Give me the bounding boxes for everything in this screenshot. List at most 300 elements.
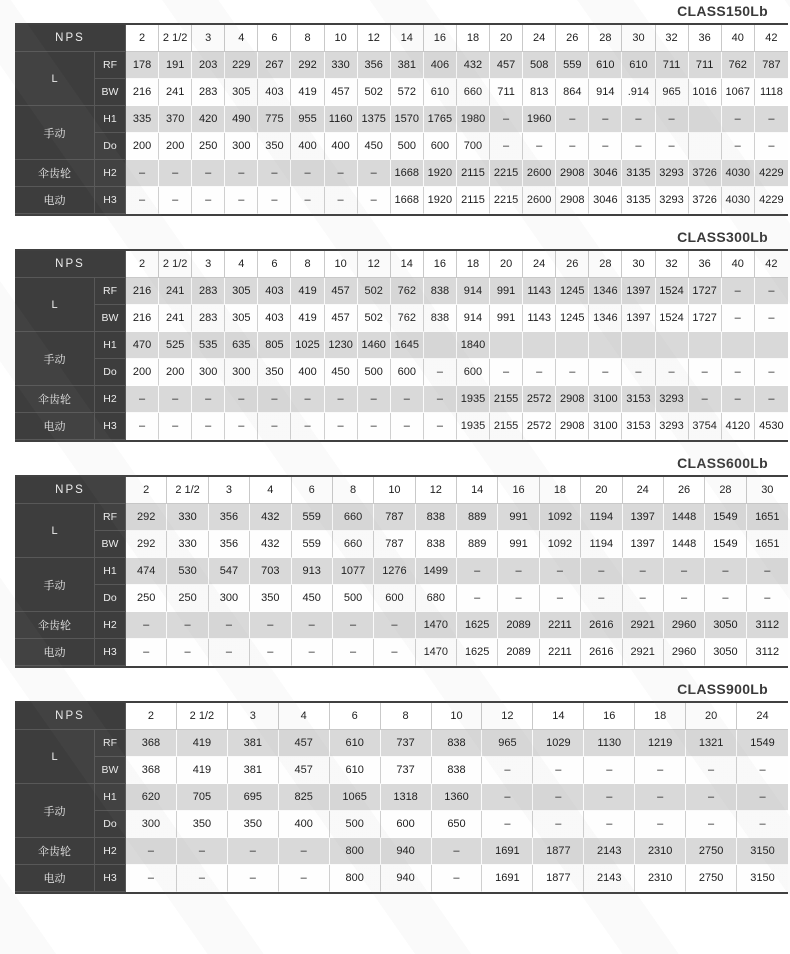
data-cell: – [686,784,737,811]
data-cell: 450 [325,359,358,386]
data-cell: 419 [177,757,228,784]
data-cell: – [292,612,333,639]
data-cell: 2143 [584,865,635,892]
data-cell: 470 [126,332,159,359]
column-header: 3 [192,251,225,278]
data-cell: 775 [258,106,291,133]
row-sub-label: H1 [95,558,126,585]
data-cell: 660 [457,79,490,106]
data-cell: 825 [279,784,330,811]
data-cell: – [291,413,324,440]
data-cell [689,332,722,359]
data-cell: 305 [225,79,258,106]
column-header: 2 [126,251,159,278]
data-cell: 216 [126,305,159,332]
column-header: 2 [126,703,177,730]
data-cell: – [523,359,556,386]
data-cell: 2211 [540,639,581,666]
data-cell: 1625 [457,612,498,639]
data-cell: 838 [432,730,483,757]
data-cell: 660 [333,504,374,531]
data-cell: 500 [333,585,374,612]
data-cell: 241 [159,305,192,332]
data-cell: – [258,386,291,413]
data-cell: – [177,865,228,892]
data-cell: – [159,187,192,214]
column-header: 2 1/2 [177,703,228,730]
data-cell: 3135 [622,187,655,214]
data-cell: 283 [192,278,225,305]
data-cell [755,332,788,359]
data-cell: 3112 [747,612,788,639]
data-cell: – [755,133,788,160]
data-cell: 508 [523,52,556,79]
data-cell: – [755,386,788,413]
data-cell: 762 [391,305,424,332]
data-cell: 610 [622,52,655,79]
column-header: 4 [250,477,291,504]
column-header: 6 [258,251,291,278]
data-cell: 406 [424,52,457,79]
data-cell: 356 [358,52,391,79]
data-cell: 3153 [622,413,655,440]
data-cell: 1077 [333,558,374,585]
data-cell: 400 [291,359,324,386]
data-cell: 241 [159,278,192,305]
data-cell [689,106,722,133]
data-cell: – [589,359,622,386]
row-sub-label: Do [95,133,126,160]
column-header: 4 [279,703,330,730]
data-cell: 2215 [490,187,523,214]
data-cell: 1360 [432,784,483,811]
data-cell: – [664,558,705,585]
data-cell: 216 [126,278,159,305]
row-group-label: 手动 [15,558,95,612]
data-cell: – [126,386,159,413]
data-cell: – [358,160,391,187]
data-cell: 1448 [664,504,705,531]
data-cell: 350 [228,811,279,838]
data-cell: 1877 [533,865,584,892]
data-cell: – [533,757,584,784]
data-cell: 457 [325,278,358,305]
data-cell: 1691 [482,838,533,865]
data-cell: 419 [291,79,324,106]
data-cell: 3726 [689,187,722,214]
data-cell: 600 [381,811,432,838]
data-cell [556,332,589,359]
column-header: 20 [490,25,523,52]
column-header: 40 [722,25,755,52]
data-cell: 1668 [391,187,424,214]
data-cell: – [656,359,689,386]
data-cell: 400 [279,811,330,838]
data-cell: 610 [424,79,457,106]
column-header: 3 [192,25,225,52]
row-sub-label: RF [95,504,126,531]
data-cell: – [584,757,635,784]
data-cell: 838 [416,531,457,558]
column-header: 8 [291,25,324,52]
column-header: 16 [498,477,539,504]
column-header: 30 [747,477,788,504]
row-group-label: 伞齿轮 [15,160,95,187]
data-cell: 660 [333,531,374,558]
column-header: 2 1/2 [159,251,192,278]
data-cell: 1524 [656,305,689,332]
data-cell: 2750 [686,865,737,892]
data-cell: 1245 [556,278,589,305]
data-cell: 711 [689,52,722,79]
data-cell [424,332,457,359]
data-cell: – [589,106,622,133]
column-header: 40 [722,251,755,278]
data-cell: 241 [159,79,192,106]
data-cell: 1194 [581,531,622,558]
data-cell: 457 [279,757,330,784]
column-header: 2 [126,25,159,52]
data-cell: 457 [279,730,330,757]
data-cell: 2155 [490,386,523,413]
data-cell: 356 [209,531,250,558]
class-table-section [15,681,788,894]
data-cell: 381 [228,757,279,784]
data-cell: 3150 [737,865,788,892]
data-cell: 600 [457,359,490,386]
data-cell: 705 [177,784,228,811]
column-header: 2 [126,477,167,504]
data-cell: 610 [330,730,381,757]
data-cell: 3050 [705,639,746,666]
data-cell: – [333,639,374,666]
data-cell: – [177,838,228,865]
data-cell: 1645 [391,332,424,359]
data-cell: 400 [325,133,358,160]
data-cell: 3293 [656,187,689,214]
data-cell: – [589,133,622,160]
data-cell: – [635,811,686,838]
data-cell: – [291,160,324,187]
data-cell: 2616 [581,639,622,666]
column-header: 3 [228,703,279,730]
data-cell: 805 [258,332,291,359]
data-cell: 700 [457,133,490,160]
data-cell: 600 [424,133,457,160]
data-cell: 864 [556,79,589,106]
data-cell: – [490,359,523,386]
data-cell: – [705,585,746,612]
data-cell: – [192,187,225,214]
data-cell: 2211 [540,612,581,639]
data-cell: – [482,811,533,838]
column-header: 32 [656,251,689,278]
data-cell: 200 [159,133,192,160]
data-cell: 1691 [482,865,533,892]
data-cell: 1877 [533,838,584,865]
data-cell: 991 [490,278,523,305]
data-cell: 620 [126,784,177,811]
data-cell: 3726 [689,160,722,187]
column-header: 24 [737,703,788,730]
row-group-label: 电动 [15,187,95,214]
nps-header: NPS [15,25,126,52]
data-cell: – [584,784,635,811]
data-cell: 2572 [523,386,556,413]
row-group-label: 手动 [15,106,95,160]
data-cell: – [225,386,258,413]
data-cell: 1524 [656,278,689,305]
data-cell: 711 [656,52,689,79]
data-cell: 955 [291,106,324,133]
data-cell: 1194 [581,504,622,531]
data-cell: 1346 [589,305,622,332]
data-cell: – [250,639,291,666]
data-cell: 502 [358,79,391,106]
data-cell: 335 [126,106,159,133]
data-cell: – [523,133,556,160]
data-cell: – [325,187,358,214]
data-cell: 635 [225,332,258,359]
data-cell: 370 [159,106,192,133]
data-cell: – [623,585,664,612]
data-cell: – [722,386,755,413]
data-cell: 600 [391,359,424,386]
row-sub-label: H1 [95,784,126,811]
data-cell: – [432,838,483,865]
data-cell: – [325,160,358,187]
data-cell: 381 [228,730,279,757]
data-cell: – [556,359,589,386]
row-sub-label: BW [95,531,126,558]
data-cell: 3293 [656,386,689,413]
row-sub-label: H3 [95,639,126,666]
data-cell: – [490,133,523,160]
data-cell: – [556,106,589,133]
column-header: 12 [358,251,391,278]
data-cell: – [498,585,539,612]
dimension-table [15,475,788,668]
data-cell: 350 [177,811,228,838]
column-header: 8 [381,703,432,730]
data-cell: – [747,585,788,612]
data-cell: 1470 [416,612,457,639]
data-cell: 403 [258,305,291,332]
data-cell: 3112 [747,639,788,666]
dimension-table [15,249,788,442]
data-cell: 1460 [358,332,391,359]
nps-header: NPS [15,251,126,278]
data-cell: 1668 [391,160,424,187]
data-cell: 381 [391,52,424,79]
data-cell: 1092 [540,504,581,531]
data-cell: – [689,386,722,413]
data-cell: 432 [457,52,490,79]
data-cell: – [457,585,498,612]
data-cell: 3293 [656,413,689,440]
data-cell: 502 [358,305,391,332]
data-cell: – [584,811,635,838]
column-header: 28 [705,477,746,504]
column-header: 16 [584,703,635,730]
data-cell: 420 [192,106,225,133]
data-cell: 1840 [457,332,490,359]
data-cell: – [623,558,664,585]
data-cell: 1651 [747,504,788,531]
data-cell: 2215 [490,160,523,187]
data-cell: 4120 [722,413,755,440]
data-cell: 4229 [755,187,788,214]
data-cell: 2089 [498,612,539,639]
data-cell: – [689,359,722,386]
data-cell: 3046 [589,187,622,214]
row-sub-label: H2 [95,612,126,639]
column-header: 12 [358,25,391,52]
column-header: 20 [490,251,523,278]
row-group-label: L [15,52,95,106]
data-cell: 450 [358,133,391,160]
data-cell: – [258,187,291,214]
column-header: 14 [457,477,498,504]
column-header: 6 [330,703,381,730]
row-sub-label: H1 [95,106,126,133]
data-cell: 216 [126,79,159,106]
column-header: 14 [533,703,584,730]
data-cell: 300 [225,133,258,160]
data-cell: 1375 [358,106,391,133]
data-cell: – [258,160,291,187]
data-cell: 965 [656,79,689,106]
data-cell: 965 [482,730,533,757]
column-header: 6 [292,477,333,504]
data-cell: – [686,811,737,838]
data-cell: 1276 [374,558,415,585]
data-cell: 1397 [622,278,655,305]
column-header: 10 [374,477,415,504]
row-sub-label: H3 [95,413,126,440]
data-cell: 762 [722,52,755,79]
data-cell: – [556,133,589,160]
data-cell: 200 [126,133,159,160]
data-cell: – [333,612,374,639]
data-cell: – [755,305,788,332]
data-cell: 800 [330,838,381,865]
data-cell: 991 [498,504,539,531]
data-cell: 1067 [722,79,755,106]
data-cell: 914 [457,305,490,332]
column-header: 26 [664,477,705,504]
data-cell: – [424,359,457,386]
data-cell: 680 [416,585,457,612]
data-cell: 3754 [689,413,722,440]
data-cell: – [126,838,177,865]
row-group-label: 电动 [15,865,95,892]
data-cell: 838 [416,504,457,531]
data-cell: 1065 [330,784,381,811]
data-cell: 1029 [533,730,584,757]
column-header: 14 [391,25,424,52]
data-cell: – [126,865,177,892]
data-cell: 2572 [523,413,556,440]
data-cell: 330 [325,52,358,79]
data-cell: 1346 [589,278,622,305]
column-header: 8 [291,251,324,278]
data-cell: 703 [250,558,291,585]
column-header: 20 [686,703,737,730]
row-group-label: 手动 [15,784,95,838]
data-cell: – [722,278,755,305]
data-cell: 3135 [622,160,655,187]
data-cell: 787 [755,52,788,79]
data-cell: 292 [126,504,167,531]
data-cell: 502 [358,278,391,305]
column-header: 30 [622,25,655,52]
data-cell: 3153 [622,386,655,413]
data-cell: 229 [225,52,258,79]
table-title: CLASS600Lb [677,455,768,471]
data-cell: – [126,413,159,440]
data-cell: 292 [291,52,324,79]
data-cell: 2921 [623,639,664,666]
data-cell: 800 [330,865,381,892]
data-cell: – [325,386,358,413]
data-cell: 889 [457,504,498,531]
data-cell: 350 [258,133,291,160]
data-cell: 457 [325,79,358,106]
data-cell [589,332,622,359]
data-cell: 1016 [689,79,722,106]
data-cell: 559 [292,531,333,558]
data-cell: – [126,160,159,187]
data-cell: 2908 [556,413,589,440]
data-cell: – [126,187,159,214]
column-header: 6 [258,25,291,52]
row-group-label: L [15,730,95,784]
row-sub-label: Do [95,585,126,612]
data-cell: 500 [358,359,391,386]
column-header: 32 [656,25,689,52]
data-cell: 1920 [424,160,457,187]
data-cell: 4229 [755,160,788,187]
row-sub-label: H3 [95,865,126,892]
data-cell: 3293 [656,160,689,187]
data-cell: 300 [126,811,177,838]
column-header: 24 [623,477,664,504]
column-header: 18 [457,25,490,52]
data-cell: 3100 [589,413,622,440]
data-cell: 1230 [325,332,358,359]
data-cell: 500 [330,811,381,838]
data-cell: – [424,386,457,413]
data-cell: – [457,558,498,585]
class-table-section [15,229,788,442]
data-cell: 1470 [416,639,457,666]
data-cell: 300 [209,585,250,612]
data-cell: 1118 [755,79,788,106]
data-cell: 2921 [623,612,664,639]
row-group-label: L [15,504,95,558]
data-cell: 559 [556,52,589,79]
column-header: 2 1/2 [159,25,192,52]
data-cell: 1960 [523,106,556,133]
data-cell: – [167,639,208,666]
data-cell: 572 [391,79,424,106]
data-cell: 350 [250,585,291,612]
data-cell: 1920 [424,187,457,214]
data-cell: – [225,413,258,440]
data-cell: 350 [258,359,291,386]
column-header: 28 [589,251,622,278]
